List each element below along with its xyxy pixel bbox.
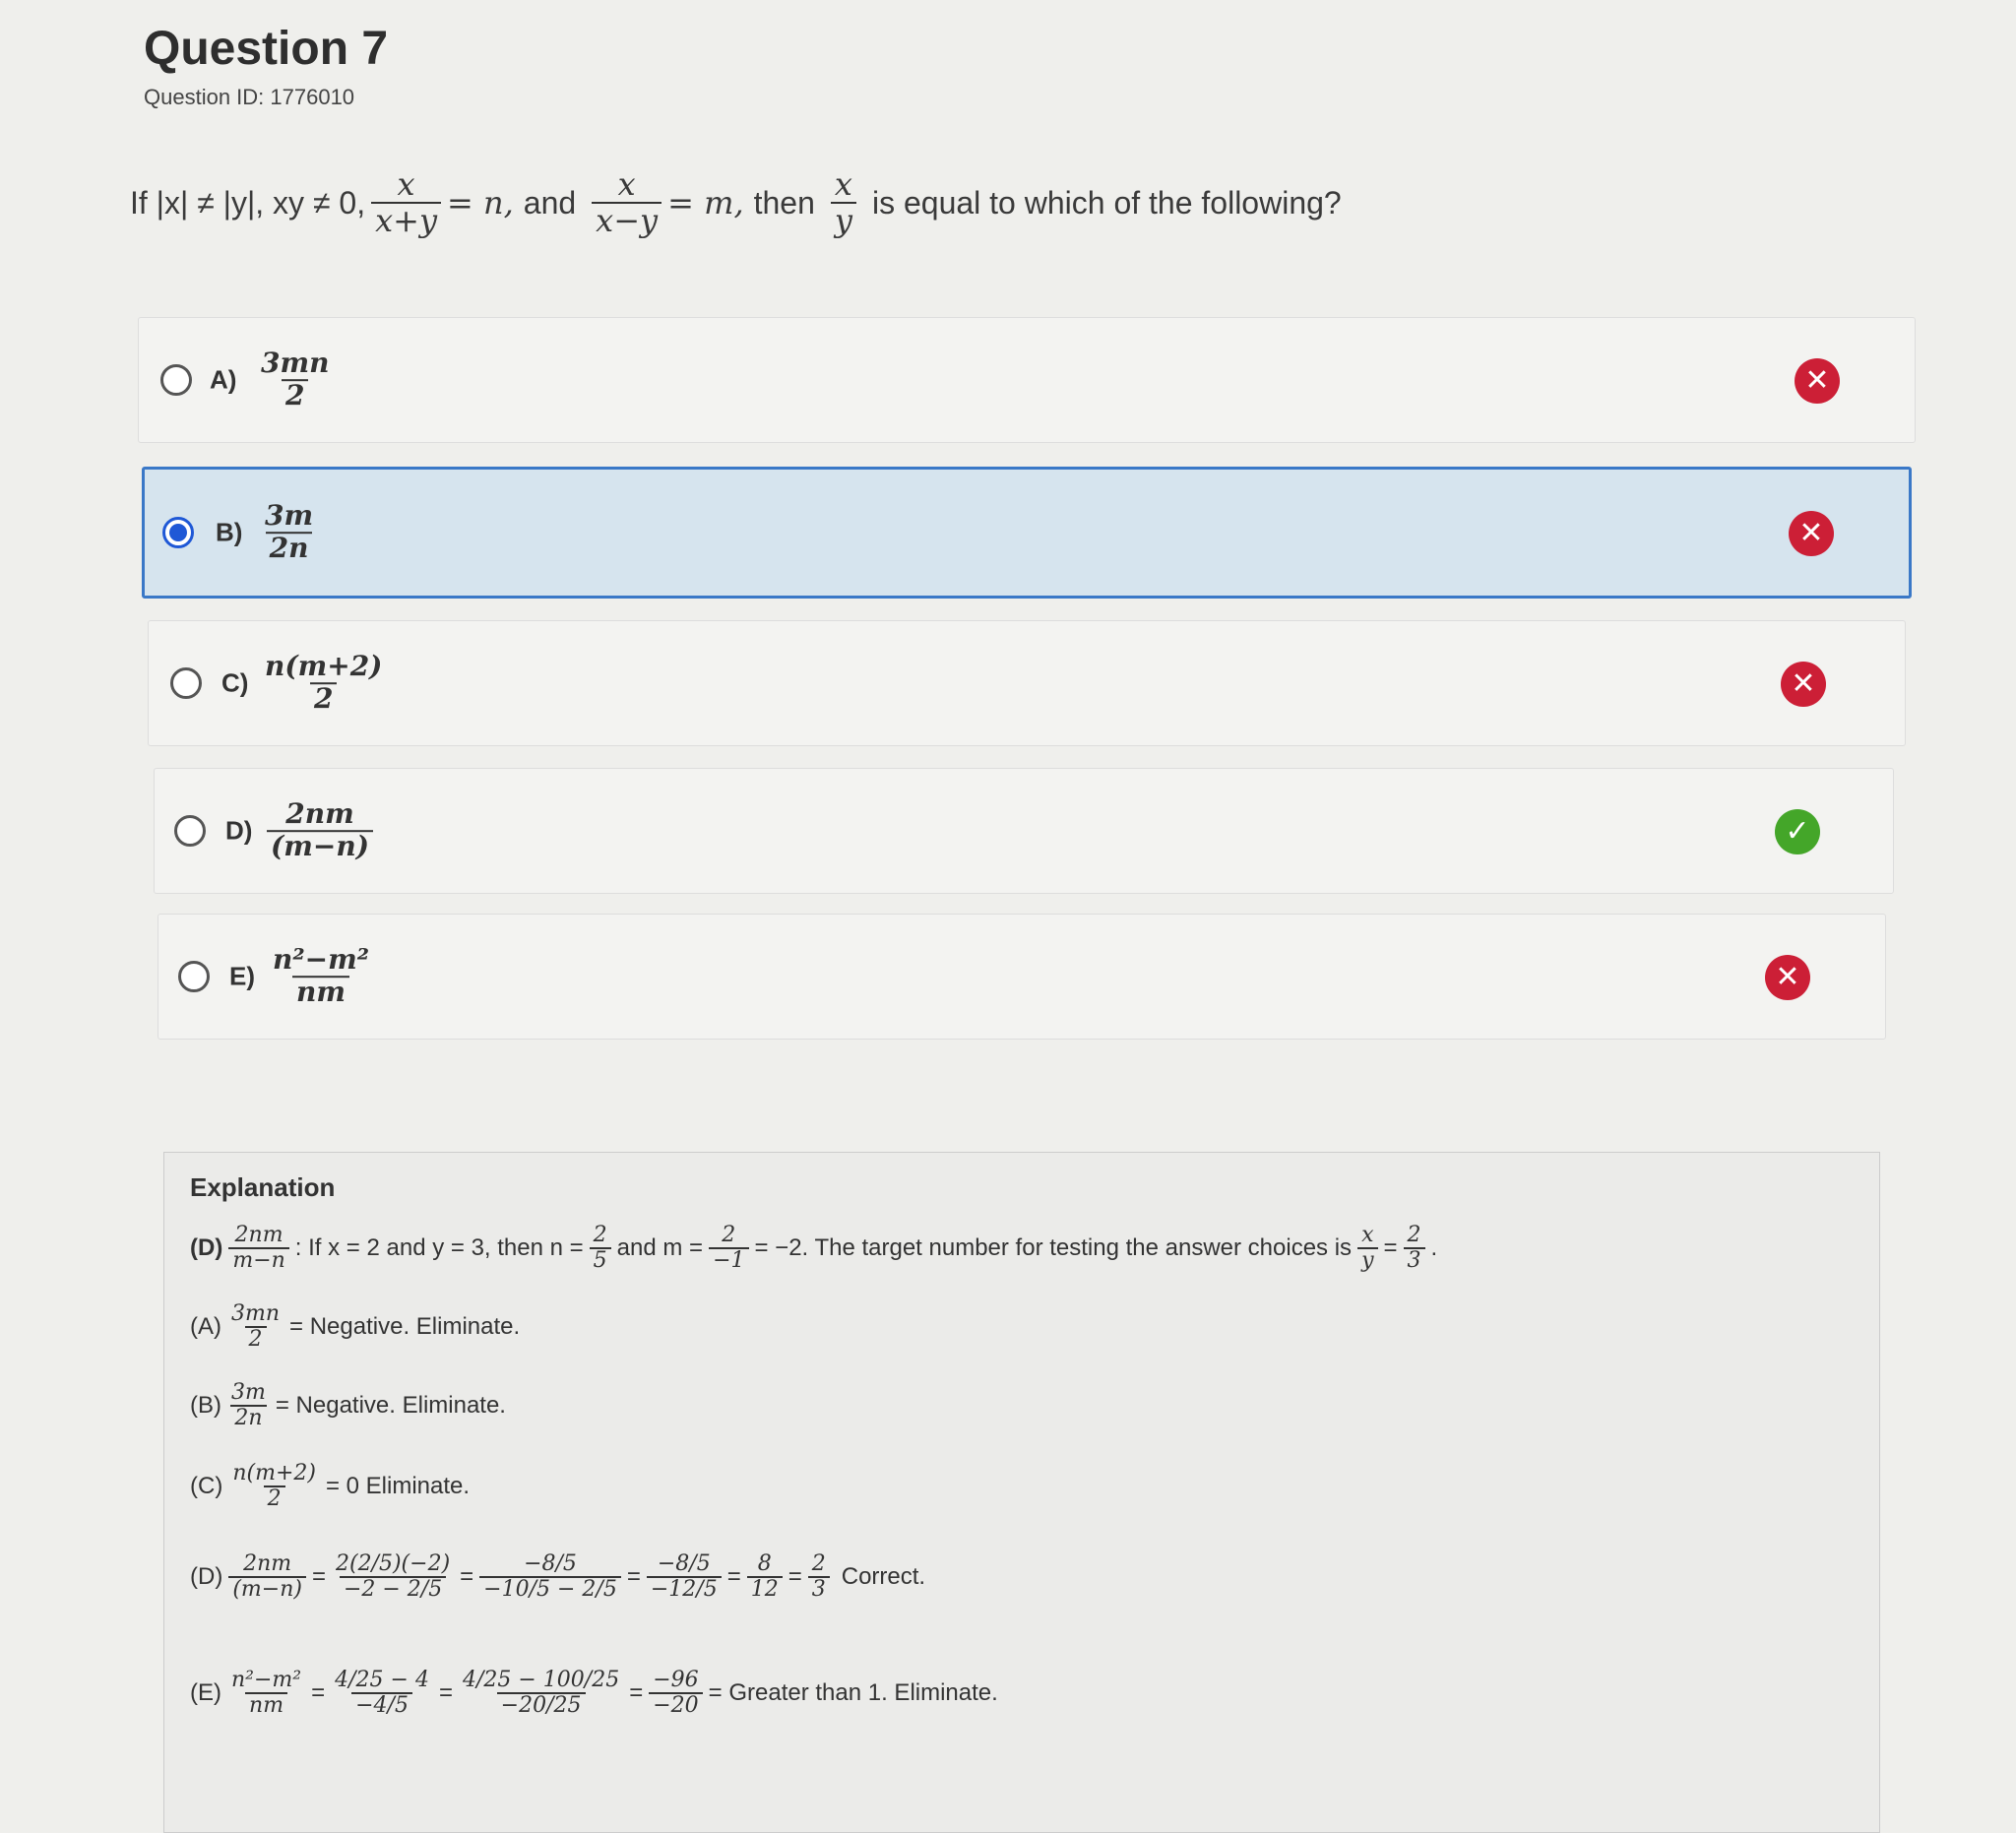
- radio-button[interactable]: [170, 667, 202, 699]
- expr-fraction: [228, 1552, 306, 1602]
- fraction-numerator: x: [397, 165, 415, 203]
- equals-sign: =: [629, 1679, 644, 1707]
- equals-sign: =: [626, 1563, 641, 1591]
- step-fraction: [649, 1669, 702, 1718]
- step-fraction: [331, 1669, 433, 1718]
- fraction-denominator: −20: [649, 1692, 702, 1718]
- fraction-numerator: x: [1361, 1223, 1374, 1247]
- fraction-numerator: 2(2/5)(−2): [335, 1551, 451, 1576]
- option-fraction: [257, 348, 333, 411]
- choice-label: (B): [190, 1392, 221, 1420]
- equals-sign: =: [1383, 1234, 1398, 1262]
- option-e[interactable]: [158, 914, 1886, 1040]
- option-letter: C): [221, 667, 249, 698]
- result-text: = Greater than 1. Eliminate.: [708, 1679, 998, 1707]
- explanation-line-e: [190, 1669, 998, 1718]
- fraction-denominator: 2: [282, 379, 308, 411]
- fraction-denominator: y: [831, 202, 856, 238]
- fraction-denominator: nm: [292, 976, 349, 1008]
- equals-sign: =: [788, 1563, 802, 1591]
- fraction-denominator: (m−n): [267, 830, 373, 862]
- radio-button-selected[interactable]: [162, 517, 194, 548]
- radio-button[interactable]: [178, 961, 210, 992]
- fraction-numerator: n(m+2): [232, 1461, 316, 1485]
- fraction-numerator: −8/5: [657, 1551, 711, 1576]
- close-icon: ✕: [1781, 662, 1826, 707]
- fraction-numerator: 3m: [231, 1380, 266, 1405]
- option-fraction: [269, 945, 373, 1008]
- fraction-numerator: 3mn: [261, 347, 330, 380]
- equals-sign: =: [438, 1679, 453, 1707]
- explanation-heading: Explanation: [190, 1172, 336, 1202]
- choice-label: (A): [190, 1313, 221, 1341]
- fraction-denominator: −12/5: [647, 1576, 722, 1602]
- fraction-denominator: 5: [590, 1247, 611, 1273]
- result-text: Correct.: [841, 1563, 926, 1591]
- step-fraction: [332, 1552, 454, 1602]
- explanation-panel: [163, 1152, 1880, 1833]
- question-id: Question ID: 1776010: [144, 85, 355, 109]
- expr-fraction: [228, 1224, 288, 1273]
- step-fraction: [479, 1552, 621, 1602]
- fraction-denominator: x−y: [592, 202, 662, 238]
- expr-fraction: [227, 1669, 305, 1718]
- option-fraction: [267, 799, 373, 862]
- fraction-denominator: −10/5 − 2/5: [479, 1576, 621, 1602]
- fraction-numerator: 8: [757, 1551, 772, 1576]
- fraction-denominator: 2n: [230, 1405, 266, 1430]
- close-icon: ✕: [1789, 511, 1834, 556]
- explanation-line-d: [190, 1552, 925, 1602]
- stem-and: and: [523, 184, 577, 221]
- fraction-denominator: −2 − 2/5: [340, 1576, 446, 1602]
- step-fraction: [459, 1669, 623, 1718]
- option-letter: D): [225, 815, 253, 846]
- fraction-numerator: 2nm: [285, 797, 354, 831]
- expr-fraction: [228, 1462, 320, 1511]
- choice-label: (C): [190, 1473, 223, 1500]
- stem-start: If |x| ≠ |y|, xy ≠ 0,: [130, 184, 366, 221]
- m-fraction: [709, 1224, 748, 1273]
- step-fraction: [647, 1552, 722, 1602]
- expr-fraction: [227, 1302, 284, 1352]
- fraction-denominator: (m−n): [228, 1576, 306, 1602]
- equals-sign: =: [311, 1563, 326, 1591]
- fraction-denominator: x+y: [371, 202, 441, 238]
- fraction-numerator: 2: [1407, 1223, 1421, 1247]
- question-title: Question 7: [144, 23, 389, 75]
- fraction-numerator: −96: [653, 1668, 699, 1692]
- choice-label: (D): [190, 1563, 223, 1591]
- stem-fraction-xy: [831, 167, 856, 238]
- option-letter: E): [229, 961, 255, 991]
- equals-sign: =: [460, 1563, 474, 1591]
- fraction-denominator: −1: [709, 1247, 748, 1273]
- fraction-denominator: nm: [245, 1692, 287, 1718]
- explanation-line-c: [190, 1462, 470, 1511]
- fraction-numerator: 2: [593, 1223, 607, 1247]
- step-fraction: [808, 1552, 830, 1602]
- stem-then: then: [753, 184, 815, 221]
- fraction-denominator: 2: [310, 682, 337, 715]
- explanation-line-b: [190, 1381, 506, 1430]
- stem-eq-m: = m,: [667, 184, 744, 222]
- fraction-numerator: −8/5: [524, 1551, 577, 1576]
- radio-button[interactable]: [174, 815, 206, 847]
- fraction-denominator: y: [1357, 1247, 1377, 1273]
- option-a[interactable]: [138, 317, 1916, 443]
- close-icon: ✕: [1765, 955, 1810, 1000]
- fraction-numerator: 3mn: [231, 1301, 281, 1326]
- fraction-numerator: 2: [811, 1551, 826, 1576]
- fraction-denominator: 3: [808, 1576, 830, 1602]
- target-fraction-xy: [1357, 1224, 1377, 1273]
- question-stem: [130, 167, 1342, 238]
- option-fraction: [261, 652, 386, 715]
- choice-label: (D): [190, 1234, 223, 1262]
- fraction-numerator: 2: [722, 1223, 736, 1247]
- option-c[interactable]: [148, 620, 1906, 746]
- stem-fraction-n: [371, 167, 441, 238]
- step-fraction: [747, 1552, 783, 1602]
- option-letter: A): [210, 364, 237, 395]
- check-icon: ✓: [1775, 809, 1820, 854]
- fraction-denominator: m−n: [228, 1247, 288, 1273]
- intro-text-2: and m =: [616, 1234, 704, 1262]
- close-icon: ✕: [1795, 358, 1840, 404]
- option-d[interactable]: [154, 768, 1894, 894]
- fraction-denominator: −4/5: [351, 1692, 412, 1718]
- fraction-denominator: −20/25: [497, 1692, 586, 1718]
- target-fraction-value: [1404, 1224, 1425, 1273]
- n-fraction: [590, 1224, 611, 1273]
- stem-fraction-m: [592, 167, 662, 238]
- stem-eq-n: = n,: [447, 184, 514, 222]
- fraction-numerator: n(m+2): [265, 650, 383, 683]
- fraction-denominator: 2: [245, 1326, 267, 1352]
- equals-sign: =: [726, 1563, 741, 1591]
- radio-button[interactable]: [160, 364, 192, 396]
- explanation-intro: [190, 1224, 1437, 1273]
- choice-label: (E): [190, 1679, 221, 1707]
- intro-text-3: = −2. The target number for testing the answer choices is: [754, 1234, 1353, 1262]
- period: .: [1430, 1234, 1438, 1262]
- option-fraction: [261, 501, 317, 564]
- result-text: = Negative. Eliminate.: [275, 1392, 506, 1420]
- explanation-line-a: [190, 1302, 520, 1352]
- result-text: = 0 Eliminate.: [325, 1473, 471, 1500]
- stem-end: is equal to which of the following?: [871, 184, 1342, 221]
- intro-text-1: : If x = 2 and y = 3, then n =: [294, 1234, 584, 1262]
- equals-sign: =: [311, 1679, 326, 1707]
- fraction-numerator: n²−m²: [231, 1668, 302, 1692]
- fraction-numerator: 2nm: [234, 1223, 284, 1247]
- fraction-denominator: 2n: [266, 532, 313, 564]
- fraction-numerator: 4/25 − 100/25: [462, 1668, 620, 1692]
- fraction-numerator: 3m: [265, 499, 314, 533]
- fraction-numerator: 4/25 − 4: [335, 1668, 429, 1692]
- fraction-denominator: 2: [264, 1485, 285, 1511]
- fraction-numerator: x: [617, 165, 636, 203]
- expr-fraction: [227, 1381, 270, 1430]
- fraction-numerator: x: [834, 165, 852, 203]
- fraction-numerator: 2nm: [243, 1551, 292, 1576]
- result-text: = Negative. Eliminate.: [289, 1313, 521, 1341]
- fraction-denominator: 3: [1404, 1247, 1425, 1273]
- fraction-denominator: 12: [747, 1576, 783, 1602]
- option-b[interactable]: [142, 467, 1912, 599]
- fraction-numerator: n²−m²: [273, 943, 369, 977]
- option-letter: B): [216, 517, 243, 547]
